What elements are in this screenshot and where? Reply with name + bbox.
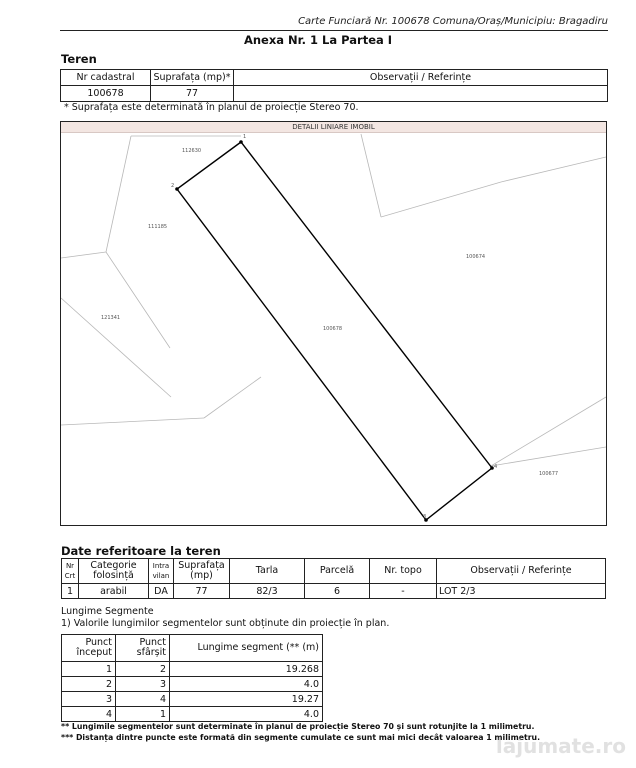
cell-punct-sfarsit: 4 [116, 692, 170, 707]
cell-punct-sfarsit: 1 [116, 707, 170, 722]
col-observatii-referinte: Observații / Referințe [437, 559, 606, 584]
cell-intravilan: DA [149, 584, 174, 599]
cell-punct-inceput: 4 [62, 707, 116, 722]
date-teren-table [61, 558, 606, 599]
point-label-2: 2 [171, 183, 175, 189]
cell-punct-inceput: 1 [62, 662, 116, 677]
table-row [62, 677, 323, 692]
cell-lungime: 4.0 [170, 677, 323, 692]
map-title: DETALII LINIARE IMOBIL [61, 122, 606, 133]
neighbor-label-100674: 100674 [466, 254, 486, 260]
col-punct-inceput: Punct început [62, 635, 116, 662]
date-teren-header-row [62, 559, 606, 584]
col-intravilan: Intra vilan [149, 559, 174, 584]
neighbor-label-111185: 111185 [148, 224, 168, 230]
col-nr-topo: Nr. topo [370, 559, 437, 584]
neighbor-label-112630: 112630 [182, 148, 202, 154]
cell-lungime: 4.0 [170, 707, 323, 722]
point-label-3: 3 [423, 514, 427, 520]
cell-tarla: 82/3 [230, 584, 305, 599]
cell-categorie: arabil [79, 584, 149, 599]
col-lungime-segment: Lungime segment (** (m) [170, 635, 323, 662]
neighbor-label-121341: 121341 [101, 315, 121, 321]
cell-nr-topo: - [370, 584, 437, 599]
segmente-table [61, 634, 323, 722]
cell-lungime: 19.268 [170, 662, 323, 677]
cell-suprafata: 77 [151, 86, 234, 102]
cell-observatii-referinte: LOT 2/3 [437, 584, 606, 599]
neighbor-label-100677: 100677 [539, 471, 559, 477]
header-divider [60, 30, 608, 31]
cell-suprafata-mp: 77 [174, 584, 230, 599]
segmente-header-row [62, 635, 323, 662]
cell-nr-crt: 1 [62, 584, 79, 599]
date-teren-title: Date referitoare la teren [61, 544, 221, 558]
col-suprafata: Suprafața (mp)* [151, 70, 234, 86]
cell-punct-sfarsit: 2 [116, 662, 170, 677]
col-categorie: Categorie folosință [79, 559, 149, 584]
suprafata-note: * Suprafața este determinată în planul de proiecție Stereo 70. [64, 102, 359, 113]
teren-table [60, 69, 608, 102]
table-row [62, 692, 323, 707]
teren-header-row [61, 70, 608, 86]
col-nr-crt: Nr Crt [62, 559, 79, 584]
map-panel [60, 121, 607, 526]
lungime-segmente-subtitle: 1) Valorile lungimilor segmentelor sunt obținute din proiecție în plan. [61, 618, 390, 629]
segmente-note-rounding: ** Lungimile segmentelor sunt determinate în planul de proiecție Stereo 70 și sunt rotunjite la 1 milimetru. [61, 722, 535, 731]
col-observatii: Observații / Referințe [234, 70, 608, 86]
col-parcela: Parcelă [305, 559, 370, 584]
point-label-4: 4 [494, 464, 498, 470]
cell-observatii [234, 86, 608, 102]
cell-punct-inceput: 2 [62, 677, 116, 692]
parcel-plan [61, 122, 606, 525]
cell-nr-cadastral: 100678 [61, 86, 151, 102]
point-label-1: 1 [243, 134, 247, 140]
table-row [62, 662, 323, 677]
lungime-segmente-title: Lungime Segmente [61, 606, 154, 617]
parcel-label: 100678 [323, 326, 343, 332]
segmente-note-distance: *** Distanța dintre puncte este formată din segmente cumulate ce sunt mai mici decât valoarea 1 milimetru. [61, 733, 541, 742]
watermark: lajumate.ro [495, 734, 626, 758]
carte-funciara-header: Carte Funciară Nr. 100678 Comuna/Oraș/Municipiu: Bragadiru [298, 16, 608, 27]
anexa-title: Anexa Nr. 1 La Partea I [243, 33, 393, 47]
teren-title: Teren [61, 52, 97, 66]
cell-parcela: 6 [305, 584, 370, 599]
col-tarla: Tarla [230, 559, 305, 584]
date-teren-data-row [62, 584, 606, 599]
cell-punct-sfarsit: 3 [116, 677, 170, 692]
col-punct-sfarsit: Punct sfârșit [116, 635, 170, 662]
teren-data-row [61, 86, 608, 102]
col-suprafata-mp: Suprafața (mp) [174, 559, 230, 584]
cell-punct-inceput: 3 [62, 692, 116, 707]
col-nr-cadastral: Nr cadastral [61, 70, 151, 86]
neighbor-lines [61, 134, 606, 466]
table-row [62, 707, 323, 722]
cell-lungime: 19.27 [170, 692, 323, 707]
